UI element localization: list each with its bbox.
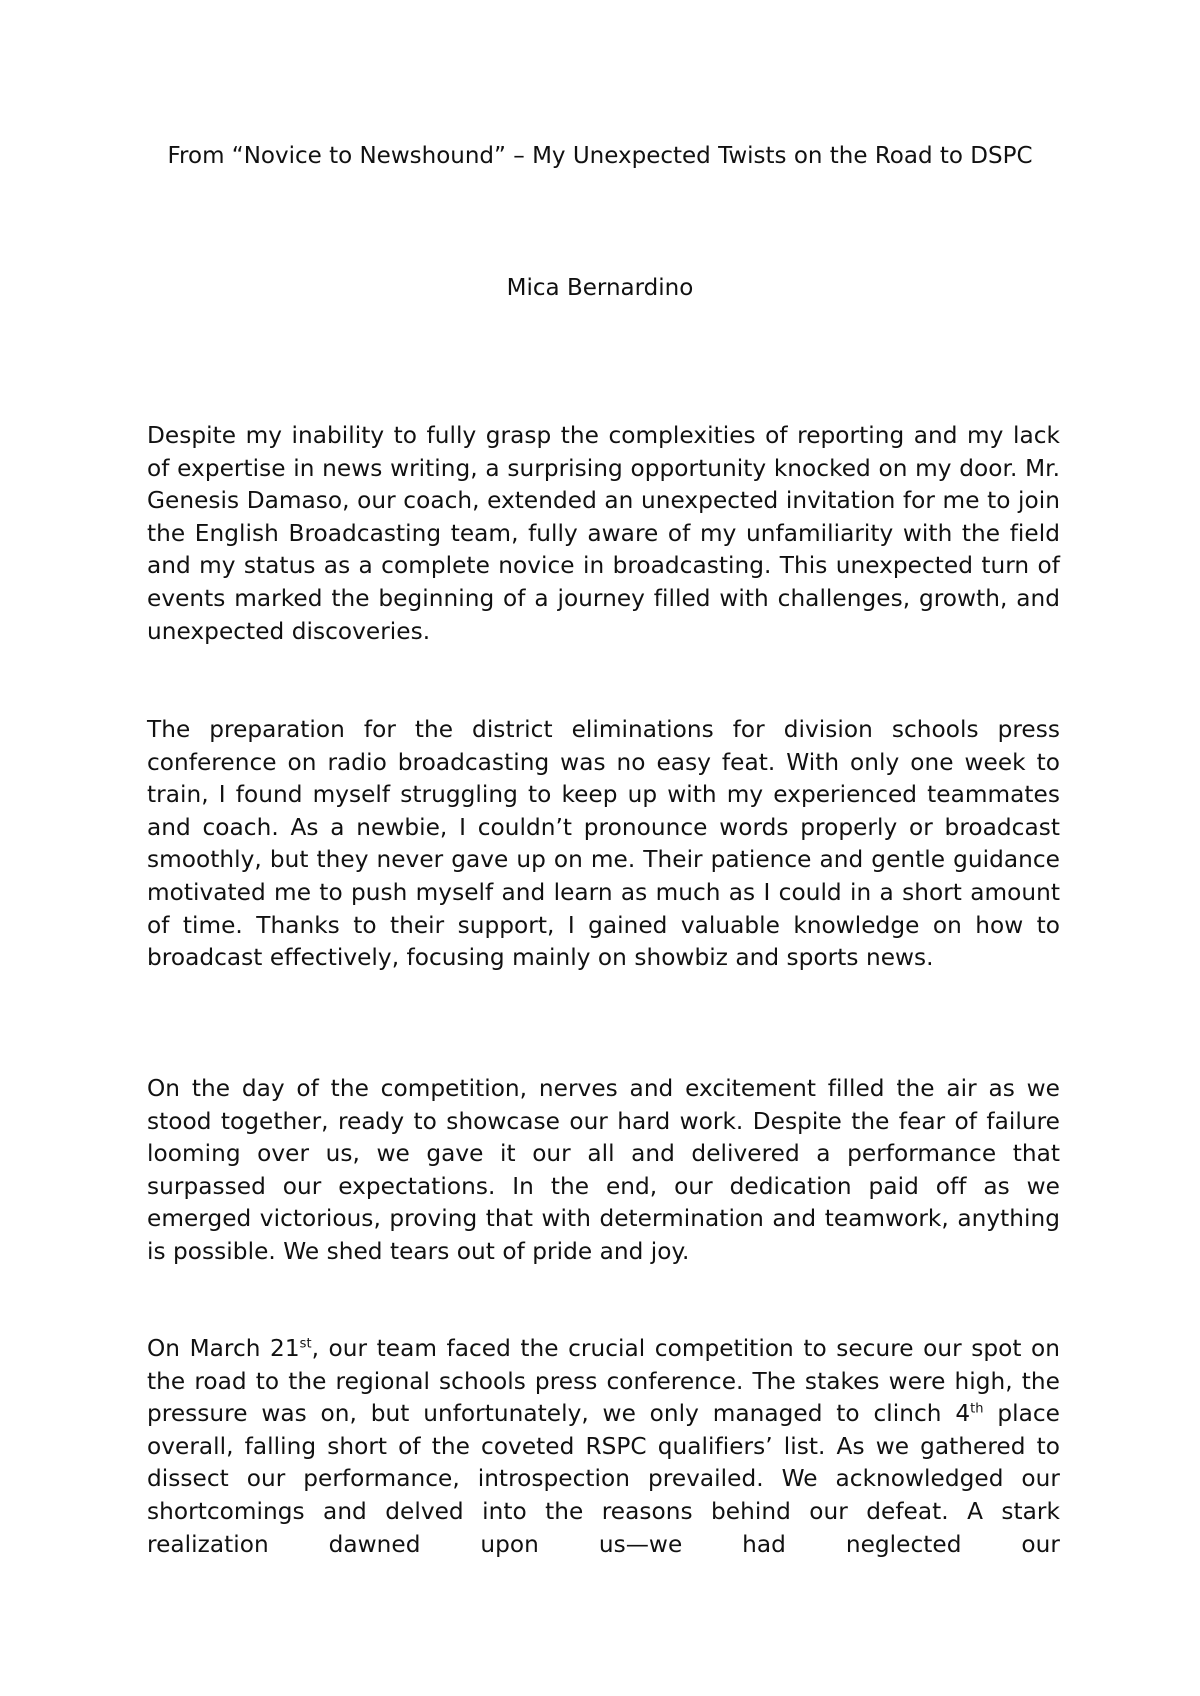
- paragraph-1: Despite my inability to fully grasp the complexities of reporting and my lack of expertise in news writing, a surprising opportunity knocked on my door. Mr. Genesis Damaso, our coach, extended an unexpected invitation for me to join the English Broadcasting team, fully aware of my unfamiliarity with the field and my status as a complete novice in broadcasting. This unexpected turn of events marked the beginning of a journey filled with challenges, growth, and unexpected discoveries.: [147, 422, 1060, 645]
- paragraph-2: The preparation for the district eliminations for division schools press conference on radio broadcasting was no easy feat. With only one week to train, I found myself struggling to keep up with my experienced teammates and coach. As a newbie, I couldn’t pronounce words properly or broadcast smoothly, but they never gave up on me. Their patience and gentle guidance motivated me to push myself and learn as much as I could in a short amount of time. Thanks to their support, I gained valuable knowledge on how to broadcast effectively, focusing mainly on showbiz and sports news.: [147, 716, 1060, 972]
- paragraph-4-text-1: On March 21: [147, 1335, 300, 1362]
- paragraph-3: On the day of the competition, nerves and excitement filled the air as we stood together, ready to showcase our hard work. Despite the fear of failure looming over us, we gave it our all and delivered a performance that surpassed our expectations. In the end, our dedication paid off as we emerged victorious, proving that with determination and teamwork, anything is possible. We shed tears out of pride and joy.: [147, 1075, 1060, 1265]
- author-name: Mica Bernardino: [506, 275, 694, 301]
- document-title: From “Novice to Newshound” – My Unexpected Twists on the Road to DSPC: [167, 143, 1033, 169]
- ordinal-suffix-th: th: [970, 1401, 984, 1417]
- paragraph-4: [147, 1333, 1060, 1561]
- ordinal-suffix-st: st: [299, 1336, 312, 1352]
- paragraph-4-text-3: place overall, falling short of the coveted RSPC qualifiers’ list. As we gathered to dissect our performance, introspection prevailed. We acknowledged our shortcomings and delved into the reasons behind our defeat. A stark realization dawned upon us—we had neglected our: [147, 1400, 1060, 1558]
- paragraph-4-text-2: , our team faced the crucial competition to secure our spot on the road to the regional schools press conference. The stakes were high, the pressure was on, but unfortunately, we only managed to clinch 4: [147, 1335, 1060, 1428]
